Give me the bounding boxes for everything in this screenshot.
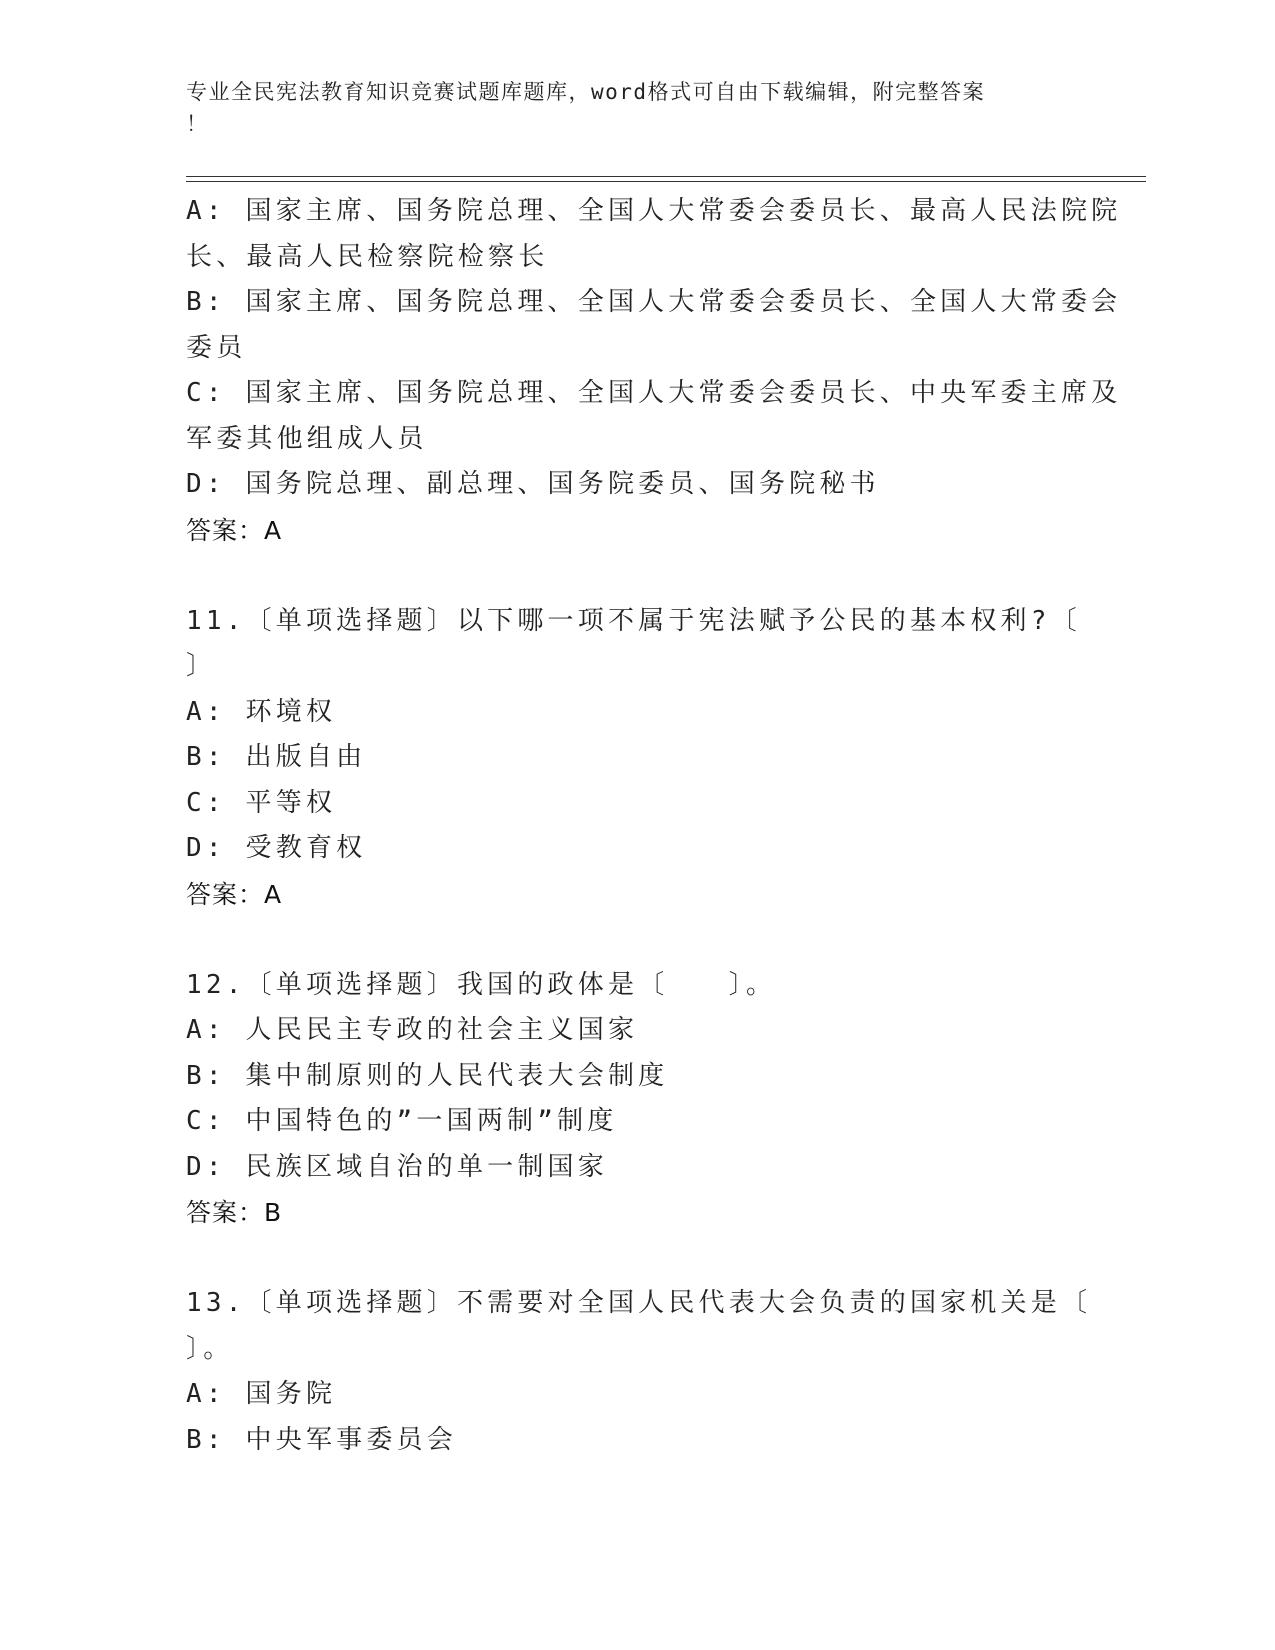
option-c-line-1: C: 国家主席、国务院总理、全国人大常委会委员长、中央军委主席及 — [186, 378, 1122, 408]
option-d: D: 国务院总理、副总理、国务院委员、国务院秘书 — [186, 469, 880, 499]
option-a: A: 环境权 — [186, 696, 337, 727]
option-a-line-2: 长、最高人民检察院检察长 — [186, 241, 549, 272]
option-b: B: 集中制原则的人民代表大会制度 — [186, 1060, 669, 1091]
question-text-line-1: 13.〔单项选择题〕不需要对全国人民代表大会负责的国家机关是〔 — [186, 1288, 1092, 1318]
header-divider-top — [186, 176, 1146, 177]
option-c: C: 平等权 — [186, 787, 337, 818]
header-line-2: ！ — [186, 112, 209, 136]
option-b-line-1: B: 国家主席、国务院总理、全国人大常委会委员长、全国人大常委会 — [186, 287, 1122, 317]
answer: 答案：B — [186, 1198, 283, 1227]
option-c-line-2: 军委其他组成人员 — [186, 423, 428, 454]
option-b-line-2: 委员 — [186, 332, 247, 363]
spacer — [186, 553, 1086, 599]
option-a: A: 国务院 — [186, 1379, 337, 1409]
question-text-line-2: 〕。 — [186, 1333, 234, 1364]
header-divider-bottom — [186, 181, 1146, 182]
option-d: D: 民族区域自治的单一制国家 — [186, 1151, 608, 1182]
question-11 — [186, 599, 1086, 918]
spacer — [186, 917, 1086, 963]
option-c: C: 中国特色的”一国两制”制度 — [186, 1106, 618, 1136]
option-a: A: 人民民主专政的社会主义国家 — [186, 1015, 639, 1045]
spacer — [186, 1236, 1086, 1282]
option-a-line-1: A: 国家主席、国务院总理、全国人大常委会委员长、最高人民法院院 — [186, 196, 1122, 226]
option-b: B: 中央军事委员会 — [186, 1424, 457, 1455]
question-text: 12.〔单项选择题〕我国的政体是〔 〕。 — [186, 969, 777, 1000]
question-13 — [186, 1281, 1092, 1463]
answer: 答案：A — [186, 879, 283, 909]
question-text-line-1: 11.〔单项选择题〕以下哪一项不属于宪法赋予公民的基本权利?〔 — [186, 605, 1081, 636]
question-text-line-2: 〕 — [186, 651, 217, 681]
question-12 — [186, 963, 1086, 1236]
question-10 — [186, 189, 1122, 553]
question-list — [186, 189, 1122, 1463]
answer: 答案：A — [186, 515, 283, 545]
document-header — [186, 76, 1066, 140]
option-d: D: 受教育权 — [186, 833, 367, 863]
option-b: B: 出版自由 — [186, 742, 367, 772]
header-line-1: 专业全民宪法教育知识竞赛试题库题库，word格式可自由下载编辑，附完整答案 — [186, 80, 986, 104]
